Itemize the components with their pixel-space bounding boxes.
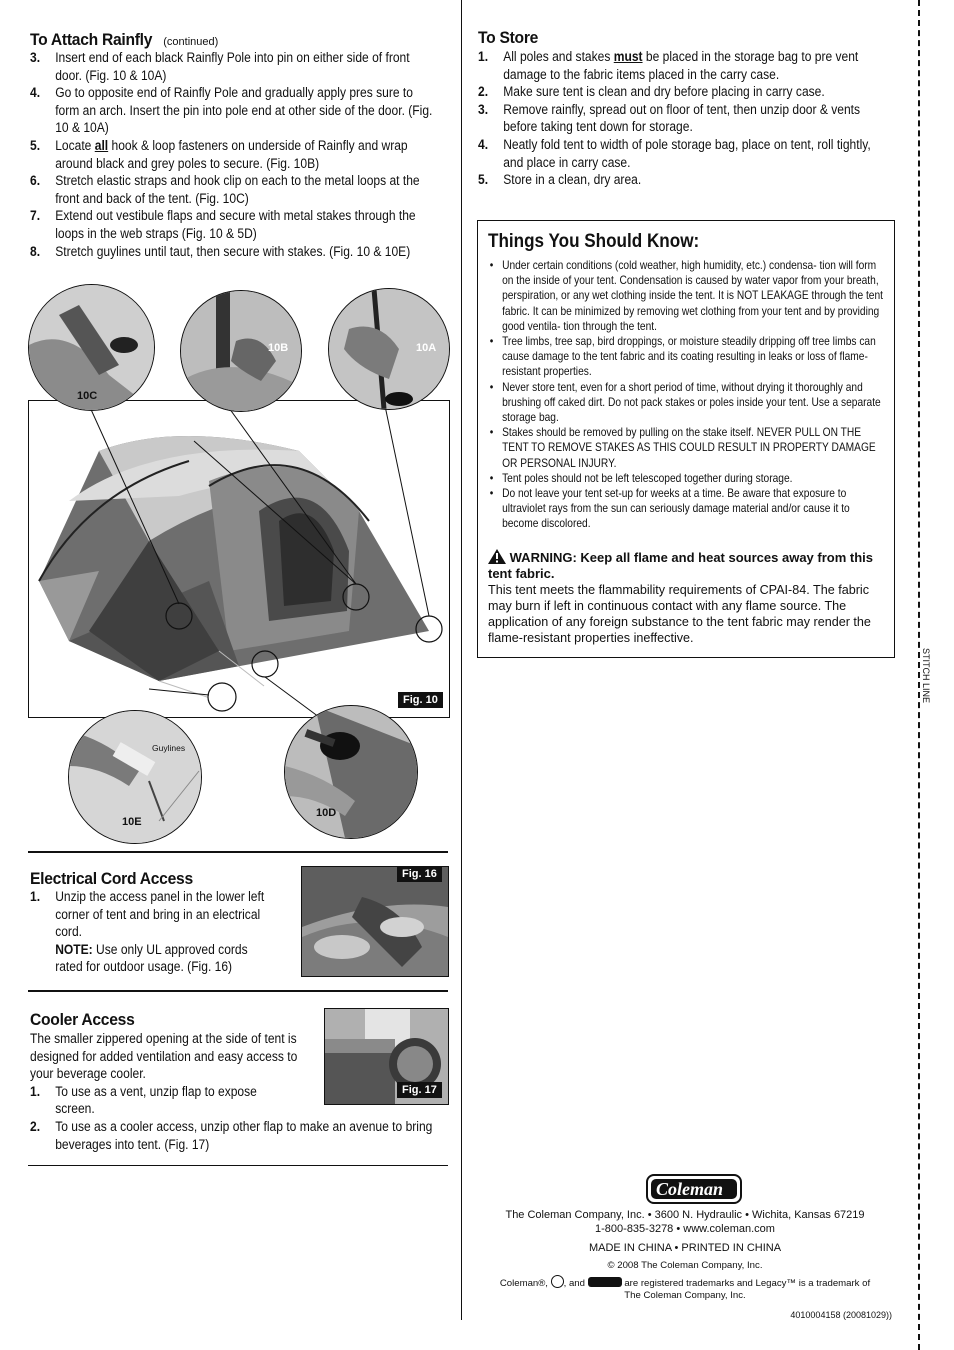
stitch-line	[918, 0, 920, 1350]
coleman-logo: Coleman	[646, 1174, 742, 1204]
list-item: • Under certain conditions (cold weather, high humidity, etc.) condensa- tion will form on the inside of your tent. Condensation is caused by water vapor from your breath, perspiration, or any wet clothing inside the tent. It is NOT LEAKAGE through the tent fabric. It can be minimized by removing wet clothing from your tent and by providing good ventila- tion through the tent.	[488, 258, 884, 334]
list-item: • Tree limbs, tree sap, bird droppings, or moisture steadily dripping off tree limbs can cause damage to the tent fabric and its coating resulting in leaks or loss of flame-resistant properties.	[488, 334, 884, 380]
figure-label: Fig. 17	[397, 1082, 442, 1098]
document-code: 4010004158 (20081029))	[790, 1310, 892, 1320]
list-item: 2. Make sure tent is clean and dry before placing in carry case.	[478, 84, 825, 100]
list-item: 8. Stretch guylines until taut, then secure with stakes. (Fig. 10 & 10E)	[30, 243, 411, 259]
divider	[28, 1165, 448, 1166]
detail-10e-label: 10E	[122, 816, 142, 828]
guylines-label: Guylines	[152, 743, 186, 753]
figure-label: Fig. 10	[398, 692, 443, 708]
box-title: Things You Should Know:	[488, 231, 700, 252]
fig16-photo	[301, 866, 449, 977]
list-item: 1. To use as a vent, unzip flap to expose screen.	[30, 1083, 257, 1117]
list-item: 4. Neatly fold tent to width of pole storage bag, place on tent, roll tightly, and place in carry case.	[478, 136, 871, 170]
continued-note: (continued)	[163, 36, 219, 48]
attach-rainfly-heading	[30, 30, 218, 50]
detail-10a-label: 10A	[416, 342, 437, 354]
list-item: • Tent poles should not be left telescoped together during storage.	[488, 471, 884, 486]
to-store-heading: To Store	[478, 28, 539, 47]
list-item: 1. Unzip the access panel in the lower left corner of tent and bring in an electrical cord. NOTE: Use only UL approved cords rated for outdoor usage. (Fig. 16)	[30, 889, 265, 975]
electrical-heading: Electrical Cord Access	[30, 869, 193, 888]
list-item: 7. Extend out vestibule flaps and secure with metal stakes through the loops in the web straps (Fig. 10 & 5D)	[30, 208, 416, 241]
detail-10c-label: 10C	[77, 390, 98, 402]
lantern-icon	[551, 1275, 564, 1288]
cooler-intro: The smaller zippered opening at the side of tent is designed for added ventilation and easy access to your beverage cooler.	[30, 1031, 298, 1082]
section-title: To Attach Rainfly	[30, 30, 153, 49]
electrical-steps	[30, 888, 273, 976]
things-you-should-know-box	[477, 220, 895, 658]
tent-drawing	[29, 401, 449, 717]
detail-10d-label: 10D	[316, 807, 337, 819]
figure-label: Fig. 16	[397, 866, 442, 882]
detail-10d-image	[284, 705, 418, 839]
list-item: 6. Stretch elastic straps and hook clip on each to the metal loops at the front and back of the tent. (Fig. 10C)	[30, 173, 420, 206]
warning-text: This tent meets the flammability requirements of CPAI-84. The fabric may burn if left in continuous contact with any flame source. The application of any foreign substance to the tent fabric may render the flame-resistant properties ineffective.	[488, 583, 871, 645]
tent-illustration	[28, 400, 450, 718]
warning-heading: WARNING: Keep all flame and heat sources away from this tent fabric.	[488, 550, 873, 581]
cooler-heading: Cooler Access	[30, 1010, 135, 1029]
list-item: 4. Go to opposite end of Rainfly Pole and gradually apply pres sure to form an arch. Insert the pin into pole end at other side of the door. (Fig. 10 & 10A)	[30, 85, 433, 136]
column-divider	[461, 0, 462, 1320]
to-store-steps	[478, 48, 892, 189]
list-item: 3. Remove rainfly, spread out on floor of tent, then unzip door & vents before taking tent down for storage.	[478, 101, 861, 135]
copyright: © 2008 The Coleman Company, Inc.	[607, 1260, 763, 1271]
list-item: 2. To use as a cooler access, unzip other flap to make an avenue to bring beverages into tent. (Fig. 17)	[30, 1118, 433, 1152]
list-item: • Never store tent, even for a short period of time, without drying it thoroughly and brushing off caked dirt. Do not pack stakes or poles inside your tent. Use a separate storage bag.	[488, 380, 884, 426]
list-item: • Stakes should be removed by pulling on the stake itself. NEVER PULL ON THE TENT TO REMOVE STAKES AS THIS COULD RESULT IN PROPERTY DAMAGE OR PERSONAL INJURY.	[488, 425, 884, 471]
list-item: 5. Locate all hook & loop fasteners on underside of Rainfly and wrap around black and grey poles to secure. (Fig. 10B)	[30, 137, 408, 171]
stitch-line-label: STITCH LINE	[921, 648, 931, 704]
contact-info: 1-800-835-3278 • www.coleman.com	[595, 1223, 775, 1235]
divider	[28, 990, 448, 992]
list-item: • Do not leave your tent set-up for weeks at a time. Be aware that exposure to ultraviolet rays from the sun can seriously damage material and/or cause it to become discolored.	[488, 486, 884, 532]
address: The Coleman Company, Inc. • 3600 N. Hydraulic • Wichita, Kansas 67219	[505, 1209, 865, 1221]
tips-list	[488, 258, 884, 532]
list-item: 5. Store in a clean, dry area.	[478, 172, 642, 188]
warning-icon	[488, 549, 506, 564]
divider	[28, 851, 448, 853]
trademarks: Coleman®, , and are registered trademarks and Legacy™ is a trademark of The Coleman Company, Inc.	[476, 1275, 894, 1302]
list-item: 3. Insert end of each black Rainfly Pole into pin on either side of front door. (Fig. 10 & 10A)	[30, 50, 410, 83]
coleman-logo-small	[588, 1277, 622, 1287]
attach-rainfly-steps	[30, 49, 437, 260]
list-item: 1. All poles and stakes must be placed in the storage bag to pre vent damage to the fabric items placed in the carry case.	[478, 49, 859, 82]
warning-block	[488, 549, 886, 646]
made-in: MADE IN CHINA • PRINTED IN CHINA	[588, 1242, 782, 1254]
detail-10b-label: 10B	[268, 342, 289, 354]
